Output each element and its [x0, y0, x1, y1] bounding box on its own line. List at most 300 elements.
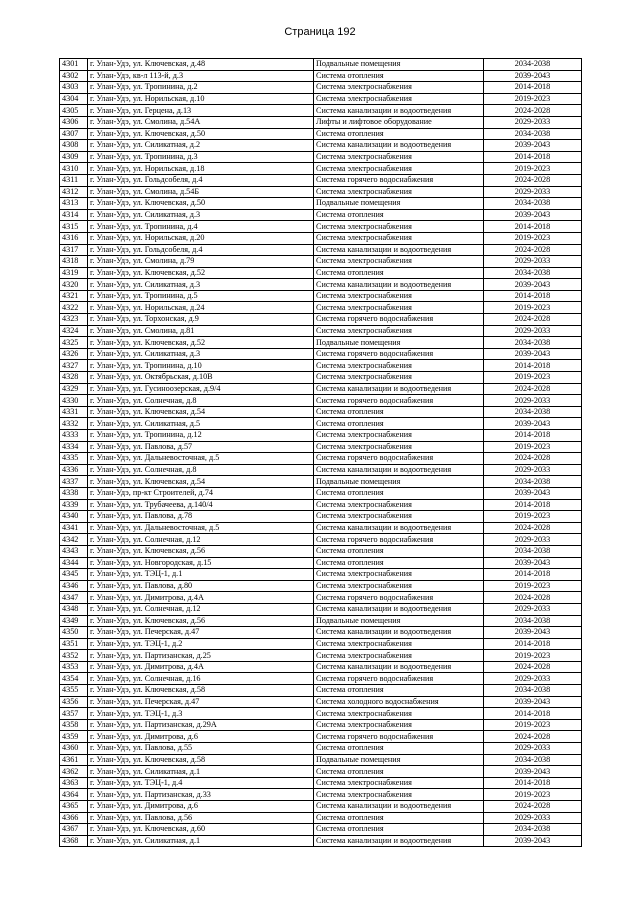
address-cell: г. Улан-Удэ, ул. Димитрова, д.6: [88, 731, 314, 743]
period-cell: 2014-2018: [484, 708, 582, 720]
row-number-cell: 4328: [60, 372, 88, 384]
address-cell: г. Улан-Удэ, ул. Тропинина, д.3: [88, 151, 314, 163]
row-number-cell: 4360: [60, 743, 88, 755]
address-cell: г. Улан-Удэ, пр-кт Строителей, д.74: [88, 487, 314, 499]
address-cell: г. Улан-Удэ, ул. Солнечная, д.8: [88, 395, 314, 407]
period-cell: 2039-2043: [484, 279, 582, 291]
period-cell: 2029-2033: [484, 534, 582, 546]
row-number-cell: 4327: [60, 360, 88, 372]
period-cell: 2029-2033: [484, 116, 582, 128]
row-number-cell: 4310: [60, 163, 88, 175]
system-cell: Система канализации и водоотведения: [314, 603, 484, 615]
period-cell: 2034-2038: [484, 545, 582, 557]
row-number-cell: 4340: [60, 511, 88, 523]
period-cell: 2014-2018: [484, 499, 582, 511]
system-cell: Система электроснабжения: [314, 221, 484, 233]
system-cell: Система отопления: [314, 418, 484, 430]
row-number-cell: 4365: [60, 801, 88, 813]
system-cell: Система канализации и водоотведения: [314, 522, 484, 534]
system-cell: Система горячего водоснабжения: [314, 673, 484, 685]
table-row: [60, 430, 582, 442]
address-cell: г. Улан-Удэ, ул. Павлова, д.55: [88, 743, 314, 755]
table-row: [60, 151, 582, 163]
address-cell: г. Улан-Удэ, ул. Новгородская, д.15: [88, 557, 314, 569]
table-row: [60, 824, 582, 836]
period-cell: 2029-2033: [484, 603, 582, 615]
table-row: [60, 499, 582, 511]
period-cell: 2019-2023: [484, 650, 582, 662]
table-row: [60, 789, 582, 801]
row-number-cell: 4303: [60, 82, 88, 94]
address-cell: г. Улан-Удэ, ул. Солнечная, д.12: [88, 603, 314, 615]
table-row: [60, 685, 582, 697]
table-row: [60, 372, 582, 384]
table-row: [60, 128, 582, 140]
row-number-cell: 4351: [60, 638, 88, 650]
table-row: [60, 348, 582, 360]
system-cell: Подвальные помещения: [314, 476, 484, 488]
table-row: [60, 290, 582, 302]
row-number-cell: 4342: [60, 534, 88, 546]
row-number-cell: 4344: [60, 557, 88, 569]
address-cell: г. Улан-Удэ, ул. Силикатная, д.2: [88, 140, 314, 152]
row-number-cell: 4329: [60, 383, 88, 395]
system-cell: Система электроснабжения: [314, 325, 484, 337]
period-cell: 2019-2023: [484, 441, 582, 453]
row-number-cell: 4314: [60, 209, 88, 221]
system-cell: Система горячего водоснабжения: [314, 314, 484, 326]
system-cell: Система горячего водоснабжения: [314, 592, 484, 604]
table-row: [60, 766, 582, 778]
period-cell: 2034-2038: [484, 198, 582, 210]
row-number-cell: 4322: [60, 302, 88, 314]
address-cell: г. Улан-Удэ, ул. Гусиноозерская, д.9/4: [88, 383, 314, 395]
system-cell: Система электроснабжения: [314, 151, 484, 163]
row-number-cell: 4364: [60, 789, 88, 801]
row-number-cell: 4337: [60, 476, 88, 488]
period-cell: 2019-2023: [484, 302, 582, 314]
row-number-cell: 4311: [60, 174, 88, 186]
address-cell: г. Улан-Удэ, ул. Димитрова, д.6: [88, 801, 314, 813]
row-number-cell: 4320: [60, 279, 88, 291]
period-cell: 2024-2028: [484, 661, 582, 673]
period-cell: 2034-2038: [484, 754, 582, 766]
row-number-cell: 4331: [60, 406, 88, 418]
table-row: [60, 511, 582, 523]
row-number-cell: 4354: [60, 673, 88, 685]
table-row: [60, 325, 582, 337]
address-cell: г. Улан-Удэ, ул. Смолина, д.79: [88, 256, 314, 268]
system-cell: Система отопления: [314, 70, 484, 82]
table-row: [60, 302, 582, 314]
address-cell: г. Улан-Удэ, ул. Павлова, д.78: [88, 511, 314, 523]
table-row: [60, 163, 582, 175]
table-row: [60, 603, 582, 615]
system-cell: Система электроснабжения: [314, 302, 484, 314]
address-cell: г. Улан-Удэ, ул. ТЭЦ-1, д.3: [88, 708, 314, 720]
table-row: [60, 627, 582, 639]
system-cell: Подвальные помещения: [314, 754, 484, 766]
table-row: [60, 383, 582, 395]
period-cell: 2029-2033: [484, 395, 582, 407]
address-cell: г. Улан-Удэ, ул. Тропинина, д.5: [88, 290, 314, 302]
table-row: [60, 580, 582, 592]
table-row: [60, 279, 582, 291]
address-cell: г. Улан-Удэ, ул. Тропинина, д.12: [88, 430, 314, 442]
system-cell: Система канализации и водоотведения: [314, 383, 484, 395]
period-cell: 2019-2023: [484, 93, 582, 105]
row-number-cell: 4346: [60, 580, 88, 592]
table-row: [60, 82, 582, 94]
table-row: [60, 615, 582, 627]
period-cell: 2014-2018: [484, 151, 582, 163]
row-number-cell: 4345: [60, 569, 88, 581]
repair-schedule-table: [59, 58, 582, 847]
row-number-cell: 4309: [60, 151, 88, 163]
row-number-cell: 4330: [60, 395, 88, 407]
address-cell: г. Улан-Удэ, ул. Ключевская, д.50: [88, 128, 314, 140]
row-number-cell: 4313: [60, 198, 88, 210]
period-cell: 2034-2038: [484, 406, 582, 418]
row-number-cell: 4319: [60, 267, 88, 279]
address-cell: г. Улан-Удэ, ул. Солнечная, д.12: [88, 534, 314, 546]
system-cell: Система электроснабжения: [314, 569, 484, 581]
address-cell: г. Улан-Удэ, ул. Норильская, д.20: [88, 232, 314, 244]
row-number-cell: 4358: [60, 719, 88, 731]
address-cell: г. Улан-Удэ, ул. Смолина, д.54А: [88, 116, 314, 128]
period-cell: 2039-2043: [484, 487, 582, 499]
row-number-cell: 4356: [60, 696, 88, 708]
period-cell: 2039-2043: [484, 835, 582, 847]
system-cell: Система канализации и водоотведения: [314, 140, 484, 152]
system-cell: Система электроснабжения: [314, 777, 484, 789]
address-cell: г. Улан-Удэ, ул. ТЭЦ-1, д.2: [88, 638, 314, 650]
table-row: [60, 545, 582, 557]
period-cell: 2034-2038: [484, 615, 582, 627]
address-cell: г. Улан-Удэ, ул. ТЭЦ-1, д.4: [88, 777, 314, 789]
table-row: [60, 406, 582, 418]
period-cell: 2014-2018: [484, 221, 582, 233]
period-cell: 2024-2028: [484, 801, 582, 813]
period-cell: 2019-2023: [484, 232, 582, 244]
row-number-cell: 4318: [60, 256, 88, 268]
address-cell: г. Улан-Удэ, ул. Павлова, д.57: [88, 441, 314, 453]
system-cell: Система канализации и водоотведения: [314, 244, 484, 256]
period-cell: 2014-2018: [484, 638, 582, 650]
system-cell: Система горячего водоснабжения: [314, 731, 484, 743]
system-cell: Подвальные помещения: [314, 198, 484, 210]
row-number-cell: 4332: [60, 418, 88, 430]
period-cell: 2014-2018: [484, 290, 582, 302]
row-number-cell: 4326: [60, 348, 88, 360]
row-number-cell: 4305: [60, 105, 88, 117]
address-cell: г. Улан-Удэ, ул. Силикатная, д.3: [88, 209, 314, 221]
address-cell: г. Улан-Удэ, ул. Силикатная, д.1: [88, 766, 314, 778]
period-cell: 2039-2043: [484, 766, 582, 778]
row-number-cell: 4349: [60, 615, 88, 627]
system-cell: Система канализации и водоотведения: [314, 464, 484, 476]
table-row: [60, 812, 582, 824]
address-cell: г. Улан-Удэ, ул. Дальневосточная, д.5: [88, 453, 314, 465]
period-cell: 2039-2043: [484, 209, 582, 221]
period-cell: 2014-2018: [484, 82, 582, 94]
table-row: [60, 743, 582, 755]
period-cell: 2024-2028: [484, 314, 582, 326]
row-number-cell: 4323: [60, 314, 88, 326]
table-row: [60, 534, 582, 546]
table-row: [60, 557, 582, 569]
address-cell: г. Улан-Удэ, ул. Дальневосточная, д.5: [88, 522, 314, 534]
system-cell: Система горячего водоснабжения: [314, 395, 484, 407]
system-cell: Система отопления: [314, 406, 484, 418]
row-number-cell: 4357: [60, 708, 88, 720]
row-number-cell: 4362: [60, 766, 88, 778]
address-cell: г. Улан-Удэ, ул. Октябрьская, д.10В: [88, 372, 314, 384]
row-number-cell: 4366: [60, 812, 88, 824]
period-cell: 2039-2043: [484, 70, 582, 82]
system-cell: Система отопления: [314, 766, 484, 778]
row-number-cell: 4333: [60, 430, 88, 442]
table-row: [60, 638, 582, 650]
table-row: [60, 186, 582, 198]
row-number-cell: 4321: [60, 290, 88, 302]
table-row: [60, 673, 582, 685]
address-cell: г. Улан-Удэ, ул. Трубачеева, д.140/4: [88, 499, 314, 511]
row-number-cell: 4353: [60, 661, 88, 673]
table-row: [60, 360, 582, 372]
row-number-cell: 4343: [60, 545, 88, 557]
table-row: [60, 708, 582, 720]
table-row: [60, 314, 582, 326]
address-cell: г. Улан-Удэ, ул. Силикатная, д.3: [88, 279, 314, 291]
system-cell: Система канализации и водоотведения: [314, 801, 484, 813]
row-number-cell: 4315: [60, 221, 88, 233]
address-cell: г. Улан-Удэ, ул. Ключевская, д.56: [88, 545, 314, 557]
system-cell: Система электроснабжения: [314, 650, 484, 662]
system-cell: Система электроснабжения: [314, 290, 484, 302]
address-cell: г. Улан-Удэ, ул. Норильская, д.24: [88, 302, 314, 314]
system-cell: Система отопления: [314, 545, 484, 557]
address-cell: г. Улан-Удэ, ул. Норильская, д.10: [88, 93, 314, 105]
period-cell: 2039-2043: [484, 140, 582, 152]
system-cell: Система канализации и водоотведения: [314, 835, 484, 847]
system-cell: Система отопления: [314, 557, 484, 569]
system-cell: Система электроснабжения: [314, 580, 484, 592]
period-cell: 2019-2023: [484, 163, 582, 175]
system-cell: Система электроснабжения: [314, 163, 484, 175]
table-row: [60, 116, 582, 128]
address-cell: г. Улан-Удэ, ул. Павлова, д.80: [88, 580, 314, 592]
period-cell: 2034-2038: [484, 128, 582, 140]
address-cell: г. Улан-Удэ, ул. Солнечная, д.16: [88, 673, 314, 685]
page-title: Страница 192: [284, 26, 356, 38]
period-cell: 2034-2038: [484, 685, 582, 697]
system-cell: Система горячего водоснабжения: [314, 174, 484, 186]
system-cell: Система электроснабжения: [314, 232, 484, 244]
period-cell: 2024-2028: [484, 453, 582, 465]
period-cell: 2039-2043: [484, 348, 582, 360]
period-cell: 2029-2033: [484, 812, 582, 824]
system-cell: Система электроснабжения: [314, 719, 484, 731]
system-cell: Система канализации и водоотведения: [314, 279, 484, 291]
table-row: [60, 232, 582, 244]
row-number-cell: 4304: [60, 93, 88, 105]
table-row: [60, 569, 582, 581]
table-row: [60, 105, 582, 117]
address-cell: г. Улан-Удэ, ул. Силикатная, д.3: [88, 348, 314, 360]
row-number-cell: 4363: [60, 777, 88, 789]
table-row: [60, 93, 582, 105]
address-cell: г. Улан-Удэ, ул. Ключевская, д.48: [88, 59, 314, 71]
address-cell: г. Улан-Удэ, ул. Ключевская, д.56: [88, 615, 314, 627]
system-cell: Система электроснабжения: [314, 511, 484, 523]
address-cell: г. Улан-Удэ, ул. Герцена, д.13: [88, 105, 314, 117]
address-cell: г. Улан-Удэ, ул. Ключевская, д.54: [88, 406, 314, 418]
system-cell: Система отопления: [314, 812, 484, 824]
row-number-cell: 4341: [60, 522, 88, 534]
system-cell: Подвальные помещения: [314, 59, 484, 71]
table-row: [60, 70, 582, 82]
system-cell: Система горячего водоснабжения: [314, 453, 484, 465]
table-row: [60, 696, 582, 708]
period-cell: 2024-2028: [484, 244, 582, 256]
address-cell: г. Улан-Удэ, ул. Партизанская, д.33: [88, 789, 314, 801]
table-row: [60, 801, 582, 813]
row-number-cell: 4339: [60, 499, 88, 511]
system-cell: Система горячего водоснабжения: [314, 534, 484, 546]
period-cell: 2034-2038: [484, 267, 582, 279]
table-row: [60, 453, 582, 465]
table-row: [60, 267, 582, 279]
system-cell: Система отопления: [314, 267, 484, 279]
table-row: [60, 592, 582, 604]
row-number-cell: 4350: [60, 627, 88, 639]
address-cell: г. Улан-Удэ, ул. Смолина, д.54Б: [88, 186, 314, 198]
system-cell: Система электроснабжения: [314, 638, 484, 650]
system-cell: Система электроснабжения: [314, 360, 484, 372]
period-cell: 2039-2043: [484, 627, 582, 639]
address-cell: г. Улан-Удэ, ул. Норильская, д.18: [88, 163, 314, 175]
period-cell: 2029-2033: [484, 464, 582, 476]
period-cell: 2024-2028: [484, 174, 582, 186]
period-cell: 2039-2043: [484, 557, 582, 569]
table-row: [60, 754, 582, 766]
row-number-cell: 4361: [60, 754, 88, 766]
address-cell: г. Улан-Удэ, ул. Ключевская, д.50: [88, 198, 314, 210]
table-row: [60, 256, 582, 268]
row-number-cell: 4317: [60, 244, 88, 256]
period-cell: 2014-2018: [484, 777, 582, 789]
address-cell: г. Улан-Удэ, ул. Тропинина, д.4: [88, 221, 314, 233]
period-cell: 2019-2023: [484, 511, 582, 523]
system-cell: Система отопления: [314, 209, 484, 221]
system-cell: Лифты и лифтовое оборудование: [314, 116, 484, 128]
period-cell: 2029-2033: [484, 673, 582, 685]
address-cell: г. Улан-Удэ, ул. Силикатная, д.1: [88, 835, 314, 847]
period-cell: 2029-2033: [484, 743, 582, 755]
row-number-cell: 4348: [60, 603, 88, 615]
table-row: [60, 464, 582, 476]
system-cell: Система электроснабжения: [314, 499, 484, 511]
system-cell: Система электроснабжения: [314, 789, 484, 801]
address-cell: г. Улан-Удэ, ул. Печерская, д.47: [88, 627, 314, 639]
system-cell: Система отопления: [314, 743, 484, 755]
row-number-cell: 4352: [60, 650, 88, 662]
period-cell: 2019-2023: [484, 372, 582, 384]
address-cell: г. Улан-Удэ, ул. Торхонская, д.9: [88, 314, 314, 326]
address-cell: г. Улан-Удэ, ул. Смолина, д.81: [88, 325, 314, 337]
table-row: [60, 777, 582, 789]
row-number-cell: 4324: [60, 325, 88, 337]
address-cell: г. Улан-Удэ, ул. Тропинина, д.10: [88, 360, 314, 372]
system-cell: Система электроснабжения: [314, 93, 484, 105]
address-cell: г. Улан-Удэ, ул. Печерская, д.47: [88, 696, 314, 708]
period-cell: 2029-2033: [484, 186, 582, 198]
system-cell: Система электроснабжения: [314, 372, 484, 384]
row-number-cell: 4367: [60, 824, 88, 836]
system-cell: Система отопления: [314, 487, 484, 499]
period-cell: 2014-2018: [484, 430, 582, 442]
period-cell: 2039-2043: [484, 696, 582, 708]
system-cell: Система электроснабжения: [314, 430, 484, 442]
period-cell: 2024-2028: [484, 731, 582, 743]
system-cell: Система канализации и водоотведения: [314, 627, 484, 639]
address-cell: г. Улан-Удэ, ул. Ключевская, д.52: [88, 267, 314, 279]
period-cell: 2034-2038: [484, 476, 582, 488]
period-cell: 2034-2038: [484, 824, 582, 836]
system-cell: Система канализации и водоотведения: [314, 661, 484, 673]
row-number-cell: 4338: [60, 487, 88, 499]
period-cell: 2019-2023: [484, 719, 582, 731]
address-cell: г. Улан-Удэ, ул. Димитрова, д.4А: [88, 592, 314, 604]
row-number-cell: 4355: [60, 685, 88, 697]
period-cell: 2024-2028: [484, 105, 582, 117]
period-cell: 2019-2023: [484, 580, 582, 592]
table-row: [60, 140, 582, 152]
table-row: [60, 244, 582, 256]
period-cell: 2014-2018: [484, 360, 582, 372]
address-cell: г. Улан-Удэ, ул. Павлова, д.56: [88, 812, 314, 824]
period-cell: 2034-2038: [484, 59, 582, 71]
table-row: [60, 476, 582, 488]
system-cell: Система канализации и водоотведения: [314, 105, 484, 117]
table-row: [60, 650, 582, 662]
row-number-cell: 4335: [60, 453, 88, 465]
table-row: [60, 198, 582, 210]
row-number-cell: 4368: [60, 835, 88, 847]
period-cell: 2024-2028: [484, 592, 582, 604]
period-cell: 2029-2033: [484, 256, 582, 268]
period-cell: 2034-2038: [484, 337, 582, 349]
table-row: [60, 209, 582, 221]
system-cell: Подвальные помещения: [314, 615, 484, 627]
address-cell: г. Улан-Удэ, ул. Партизанская, д.29А: [88, 719, 314, 731]
period-cell: 2024-2028: [484, 522, 582, 534]
system-cell: Система холодного водоснабжения: [314, 696, 484, 708]
address-cell: г. Улан-Удэ, ул. Тропинина, д.2: [88, 82, 314, 94]
row-number-cell: 4308: [60, 140, 88, 152]
period-cell: 2019-2023: [484, 789, 582, 801]
system-cell: Система электроснабжения: [314, 708, 484, 720]
table-row: [60, 487, 582, 499]
address-cell: г. Улан-Удэ, ул. Солнечная, д.8: [88, 464, 314, 476]
table-row: [60, 719, 582, 731]
table-row: [60, 441, 582, 453]
table-row: [60, 395, 582, 407]
row-number-cell: 4325: [60, 337, 88, 349]
table-row: [60, 59, 582, 71]
system-cell: Система электроснабжения: [314, 82, 484, 94]
